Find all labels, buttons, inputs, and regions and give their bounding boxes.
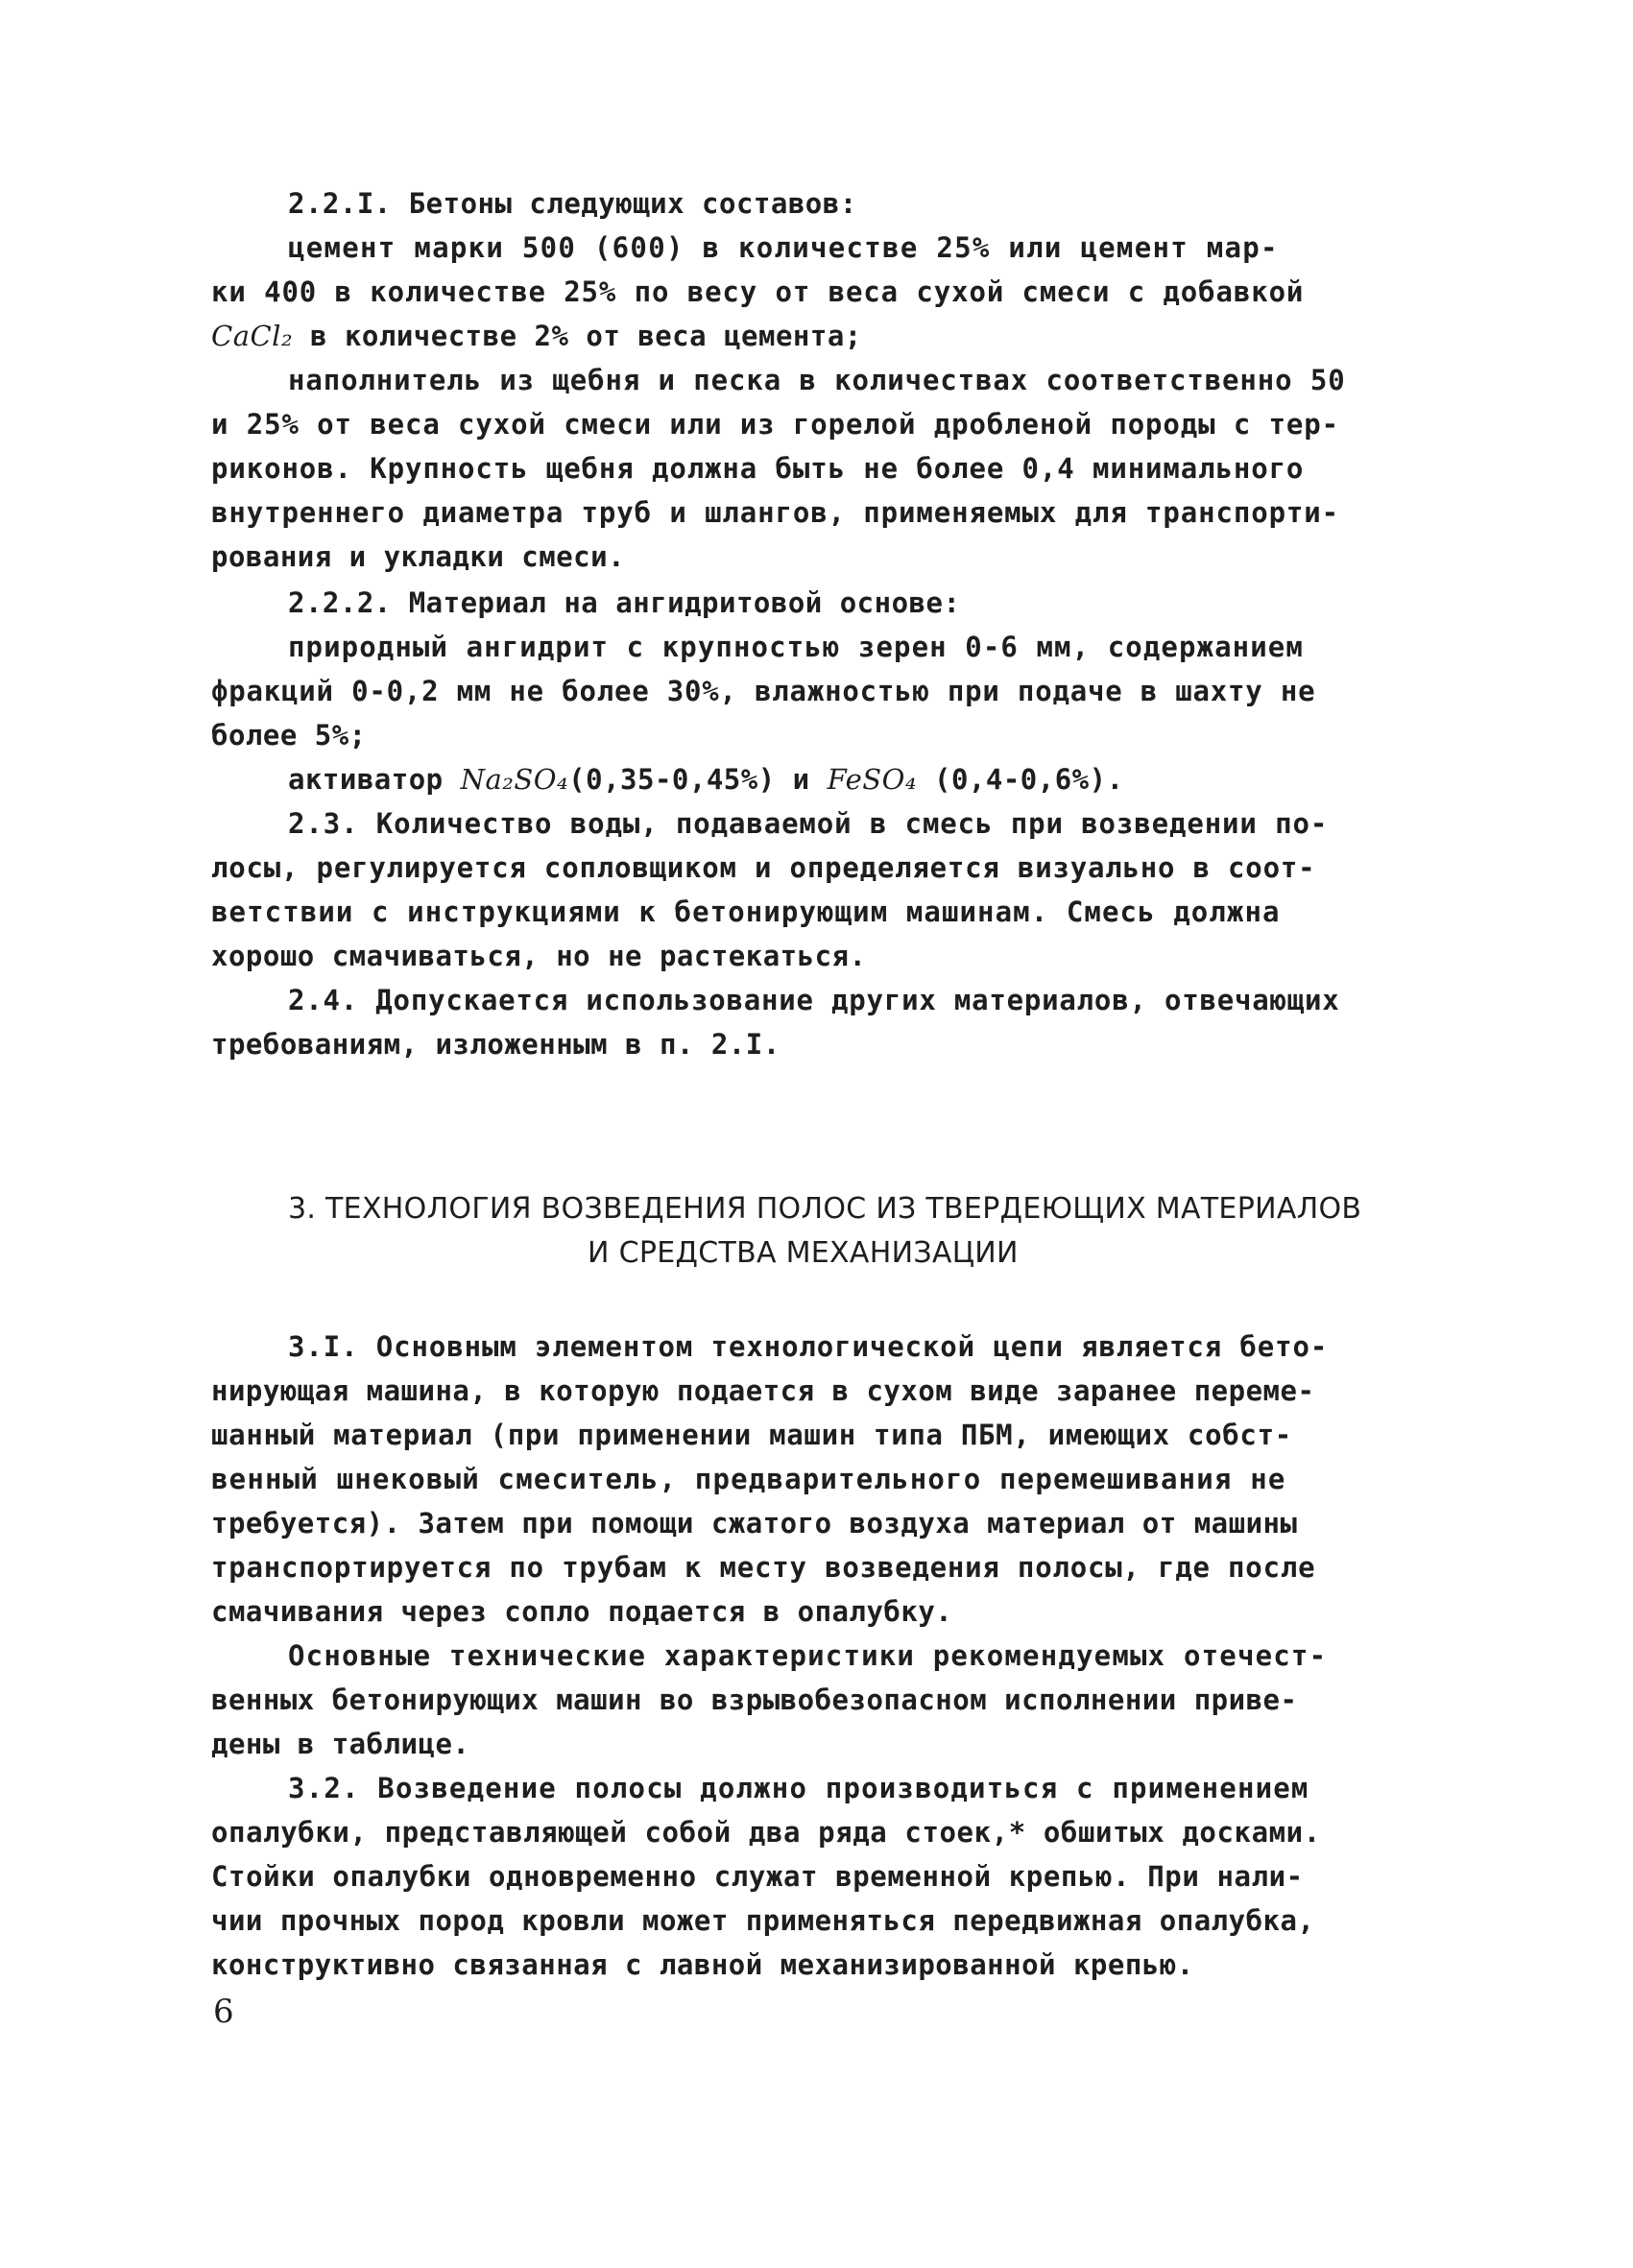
page-number: 6 — [213, 1993, 235, 2031]
clause-2-2-1-line: ки 400 в количестве 25% по весу от веса сухой смеси с добавкой — [211, 275, 1305, 308]
activator-prefix: активатор — [288, 763, 461, 796]
formula-na2so4: Na₂SO₄ — [460, 763, 569, 796]
clause-2-2-2-heading: 2.2.2. Материал на ангидритовой основе: — [288, 586, 961, 619]
machines-line: Основные технические характеристики рекомендуемых отечест- — [288, 1639, 1328, 1672]
clause-3-2-line: чии прочных пород кровли может применяться передвижная опалубка, — [211, 1904, 1315, 1937]
activator-line — [288, 760, 1124, 799]
filler-line: и 25% от веса сухой смеси или из горелой дробленой породы с тер- — [211, 408, 1340, 441]
anhydrite-line: фракций 0-0,2 мм не более 30%, влажностью при подаче в шахту не — [211, 675, 1316, 707]
clause-3-1-line: транспортируется по трубам к месту возведения полосы, где после — [211, 1551, 1316, 1584]
activator-suffix: (0,4-0,6%). — [917, 763, 1124, 796]
filler-line: рования и укладки смеси. — [211, 540, 626, 573]
clause-2-3-line: хорошо смачиваться, но не растекаться. — [211, 940, 867, 972]
clause-3-2-line: конструктивно связанная с лавной механизированной крепью. — [211, 1948, 1194, 1981]
anhydrite-line: более 5%; — [211, 719, 367, 752]
clause-2-3-line: ветствии с инструкциями к бетонирующим машинам. Смесь должна — [211, 895, 1281, 928]
section-3-subtitle: И СРЕДСТВА МЕХАНИЗАЦИИ — [588, 1236, 1019, 1270]
clause-3-2-line: 3.2. Возведение полосы должно производиться с применением — [288, 1772, 1309, 1804]
clause-2-2-1-heading: 2.2.I. Бетоны следующих составов: — [288, 187, 857, 220]
clause-3-1-line: 3.I. Основным элементом технологической цепи является бето- — [288, 1330, 1329, 1363]
section-3-title: 3. ТЕХНОЛОГИЯ ВОЗВЕДЕНИЯ ПОЛОС ИЗ ТВЕРДЕЮЩИХ МАТЕРИАЛОВ — [288, 1192, 1362, 1226]
filler-line: внутреннего диаметра труб и шлангов, применяемых для транспорти- — [211, 496, 1340, 529]
anhydrite-line: природный ангидрит с крупностью зерен 0-6 мм, содержанием — [288, 631, 1304, 663]
activator-mid: (0,35-0,45%) и — [568, 763, 828, 796]
clause-2-4-line: требованиям, изложенным в п. 2.I. — [211, 1028, 780, 1061]
formula-cacl2: CaCl₂ — [211, 320, 294, 352]
clause-2-2-1-line: цемент марки 500 (600) в количестве 25% или цемент мар- — [288, 231, 1279, 264]
clause-2-3-line: 2.3. Количество воды, подаваемой в смесь при возведении по- — [288, 807, 1329, 840]
clause-2-4-line: 2.4. Допускается использование других материалов, отвечающих — [288, 984, 1340, 1016]
clause-3-1-line: венный шнековый смеситель, предварительного перемешивания не — [211, 1463, 1286, 1495]
machines-line: дены в таблице. — [211, 1728, 470, 1760]
clause-3-2-line: Стойки опалубки одновременно служат временной крепью. При нали- — [211, 1860, 1304, 1893]
clause-3-1-line: нирующая машина, в которую подается в сухом виде заранее переме- — [211, 1374, 1315, 1407]
clause-3-2-line: опалубки, представляющей собой два ряда стоек,* обшитых досками. — [211, 1816, 1321, 1849]
clause-3-1-line: шанный материал (при применении машин типа ПБМ, имеющих собст- — [211, 1419, 1292, 1451]
clause-3-1-line: смачивания через сопло подается в опалубку. — [211, 1595, 953, 1628]
clause-2-2-1-line-tail: в количестве 2% от веса цемента; — [293, 320, 862, 352]
filler-line: риконов. Крупность щебня должна быть не более 0,4 минимального — [211, 452, 1305, 485]
formula-feso4: FeSO₄ — [827, 763, 918, 796]
machines-line: венных бетонирующих машин во взрывобезопасном исполнении приве- — [211, 1683, 1298, 1716]
clause-2-3-line: лосы, регулируется сопловщиком и определяется визуально в соот- — [211, 851, 1316, 884]
clause-2-2-1-formula-line — [211, 317, 862, 355]
clause-3-1-line: требуется). Затем при помощи сжатого воздуха материал от машины — [211, 1507, 1298, 1540]
filler-line: наполнитель из щебня и песка в количествах соответственно 50 — [288, 364, 1346, 396]
